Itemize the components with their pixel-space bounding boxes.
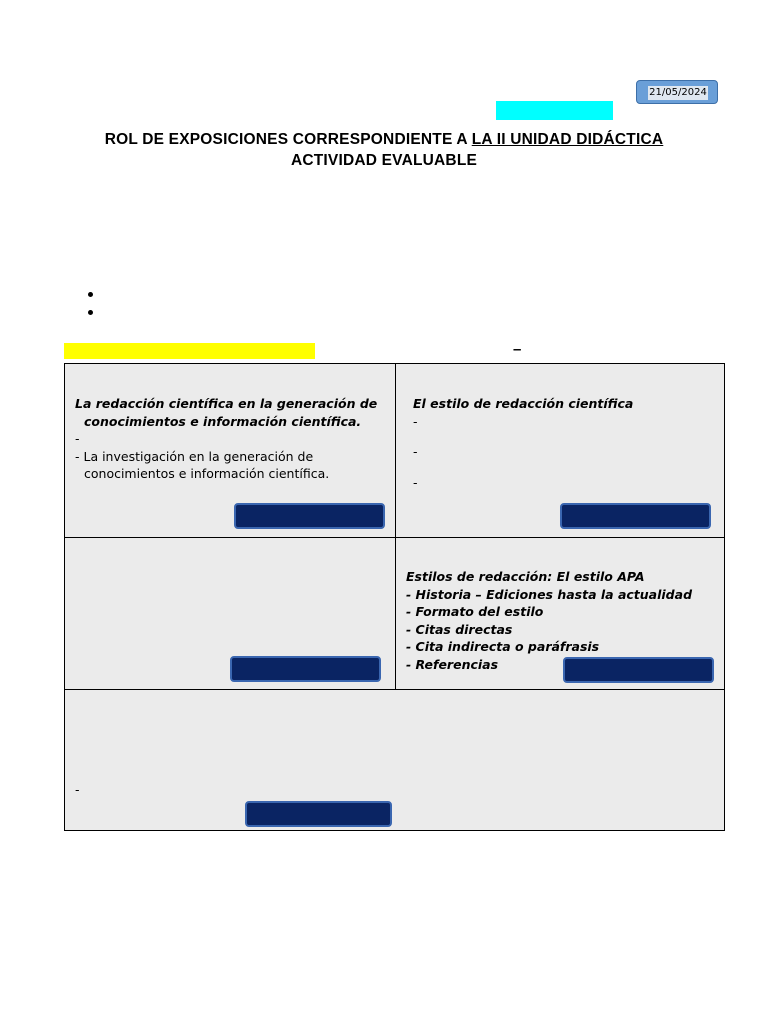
table-cell-1	[75, 395, 390, 483]
title-underlined: LA II UNIDAD DIDÁCTICA	[471, 131, 664, 148]
dash-mark: –	[513, 341, 522, 358]
cell-2-dash: -	[413, 413, 418, 429]
title-prefix: ROL DE EXPOSICIONES CORRESPONDIENTE A	[104, 131, 472, 148]
redacted-name-box	[560, 503, 711, 529]
bullet-point	[88, 310, 93, 315]
cell-4-heading: Estilos de redacción: El estilo APA	[406, 569, 645, 584]
cell-2-dash: -	[413, 444, 418, 459]
cell-1-item-line-2: conocimientos e información científica.	[84, 466, 330, 481]
redacted-name-box	[234, 503, 385, 529]
date-badge	[636, 80, 718, 104]
redacted-name-box	[563, 657, 714, 683]
table-divider-vertical	[395, 363, 396, 690]
redacted-name-box	[230, 656, 381, 682]
redacted-name-box	[245, 801, 392, 827]
cell-1-heading-line-2: conocimientos e información científica.	[84, 413, 362, 429]
date-text: 21/05/2024	[649, 87, 707, 98]
cell-1-dash: -	[75, 431, 80, 446]
cell-2-dash: -	[413, 474, 418, 490]
cyan-highlight	[496, 101, 613, 120]
bullet-point	[88, 292, 93, 297]
cell-1-item-line-1: - La investigación en la generación de	[75, 448, 314, 464]
cell-4-item: - Cita indirecta o paráfrasis	[406, 639, 600, 654]
cell-4-item: - Formato del estilo	[406, 604, 544, 619]
table-divider-horizontal	[64, 537, 725, 538]
cell-1-heading-line-1: La redacción científica en la generación de	[75, 396, 378, 411]
cell-4-item: - Historia – Ediciones hasta la actualidad	[406, 586, 693, 602]
table-divider-horizontal	[64, 689, 725, 690]
cell-4-item: - Citas directas	[406, 621, 513, 637]
cell-2-heading: El estilo de redacción científica	[413, 396, 634, 411]
yellow-highlight	[64, 343, 315, 359]
table-cell-2	[413, 395, 713, 491]
cell-4-item: - Referencias	[406, 656, 499, 672]
cell-5-dash: -	[75, 782, 80, 797]
title-line-2: ACTIVIDAD EVALUABLE	[290, 152, 478, 169]
title-line-1	[0, 131, 768, 149]
